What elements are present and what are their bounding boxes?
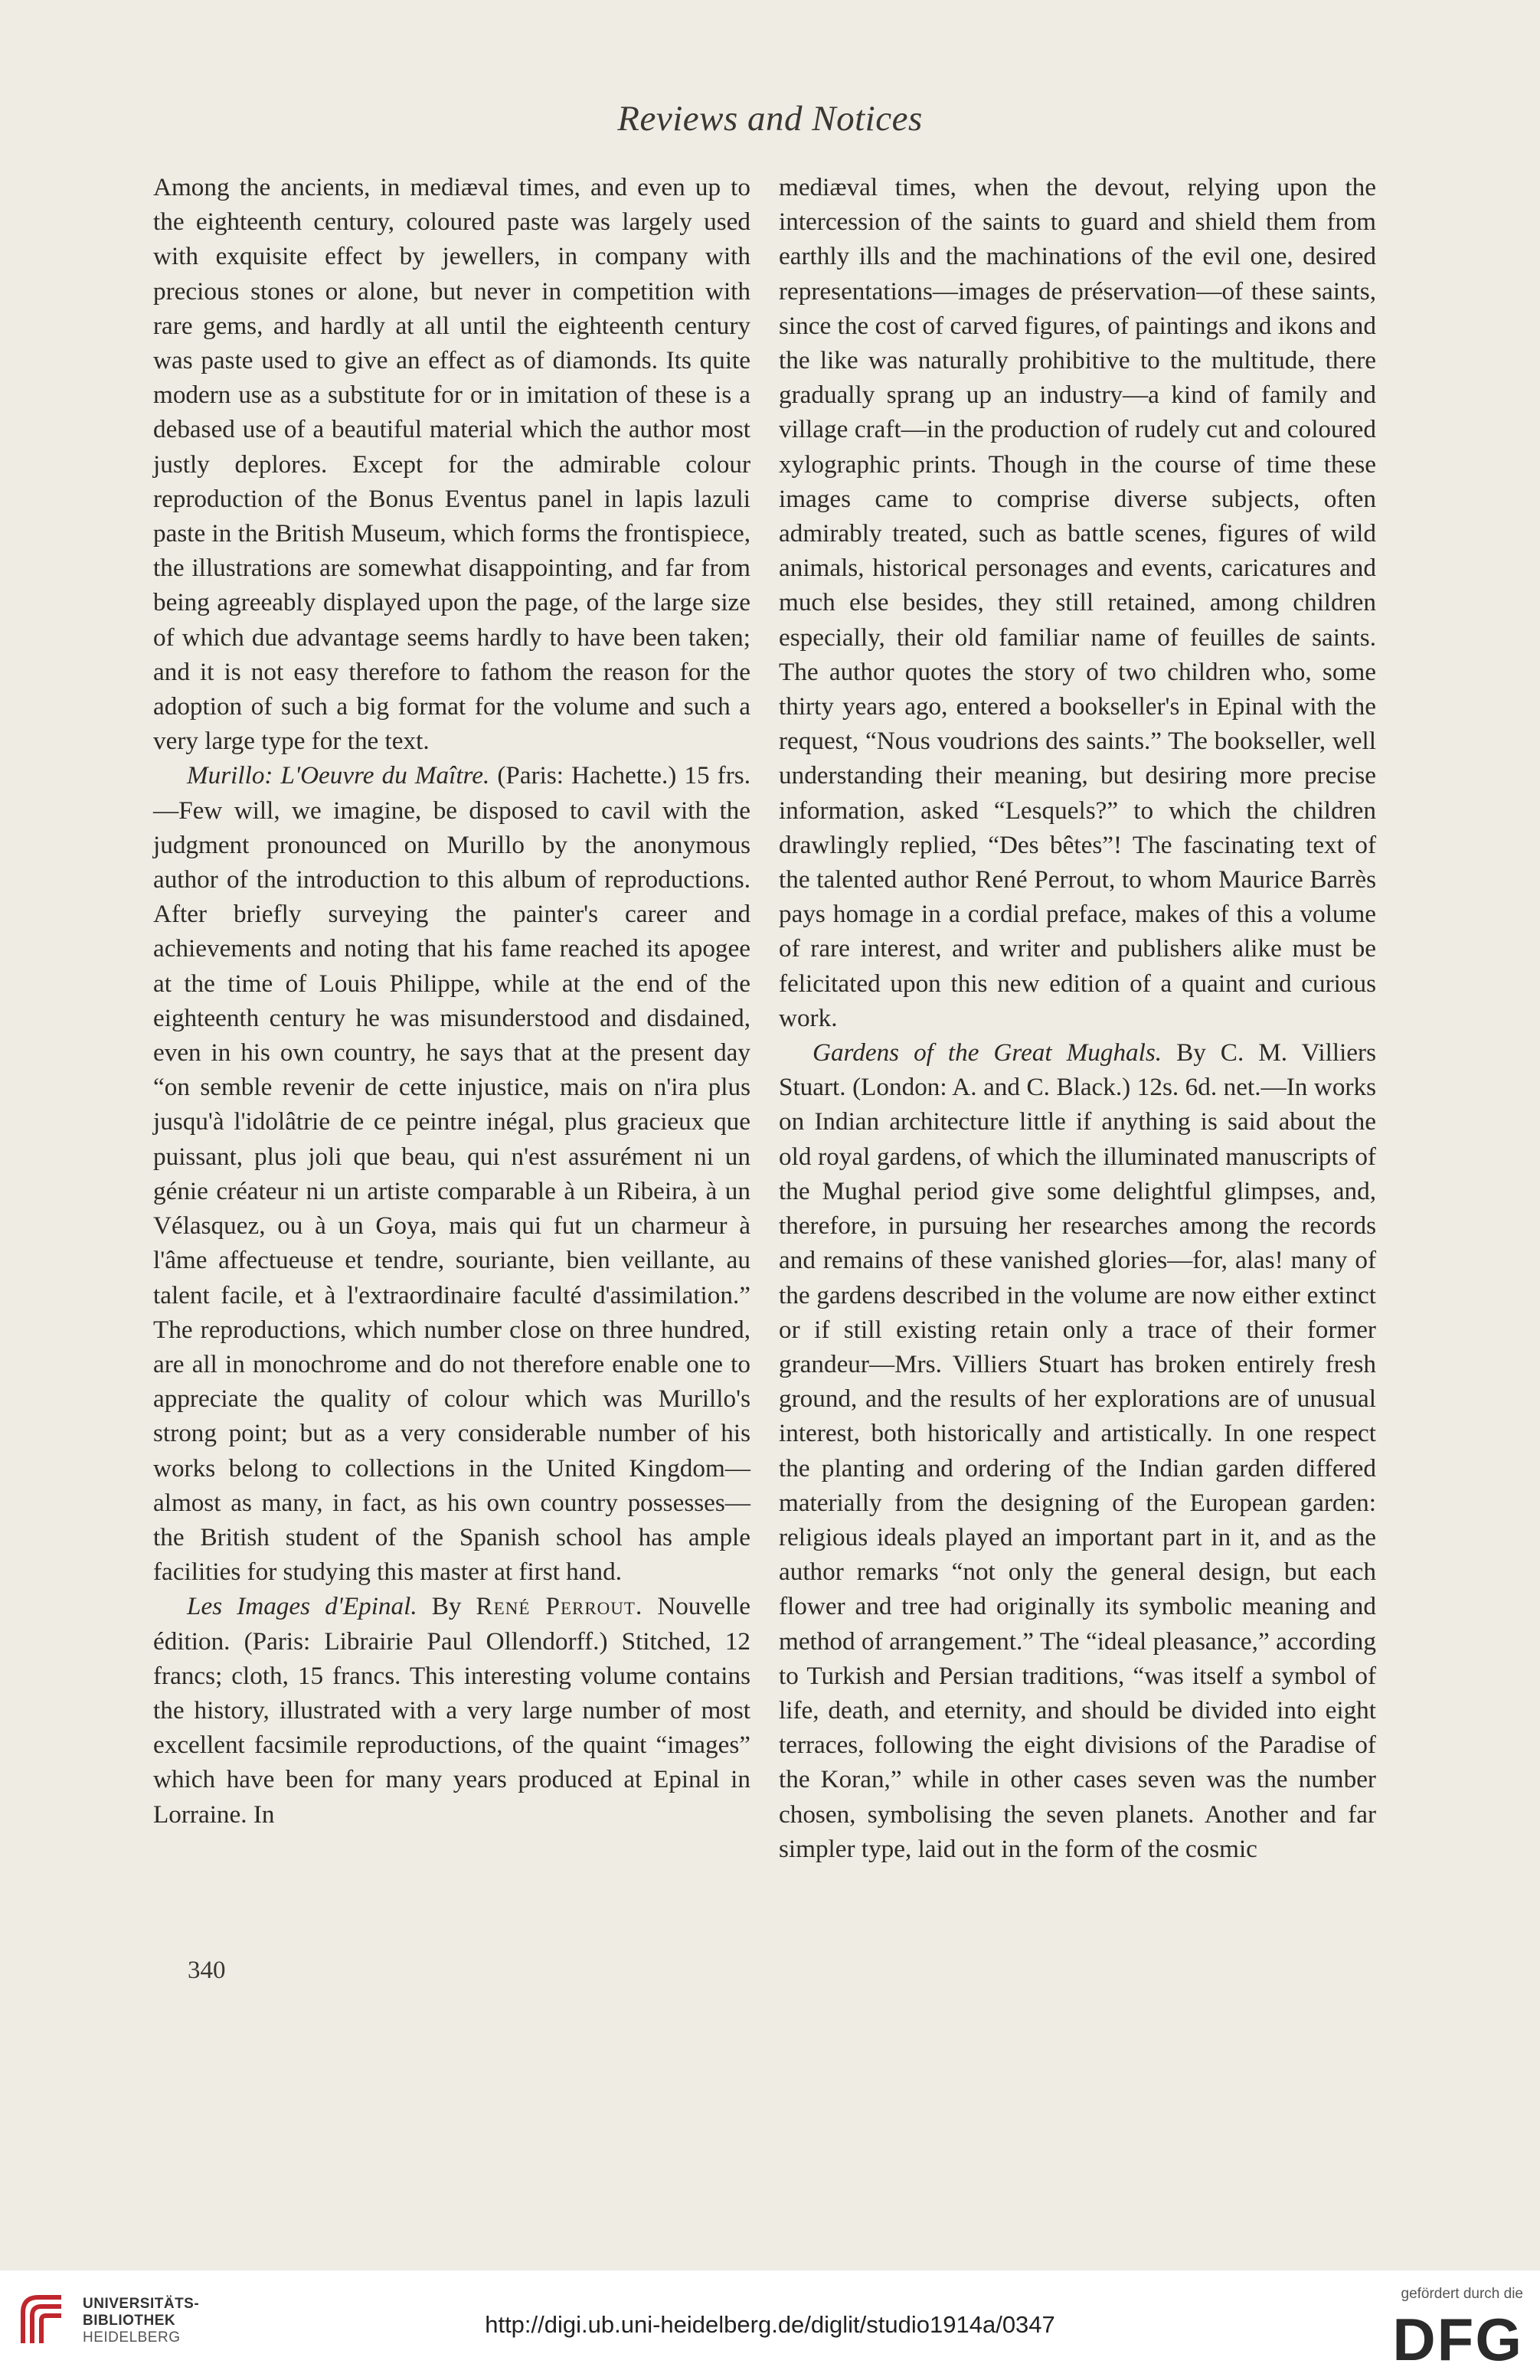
review-title: Murillo: L'Oeuvre du Maître. <box>187 761 490 790</box>
review-title: Les Images d'Epinal. <box>187 1592 417 1621</box>
paragraph-paste-review-end <box>153 170 750 758</box>
funded-by-label: gefördert durch die <box>1401 2286 1523 2302</box>
review-text: Nouvelle édition. (Paris: Librairie Paul Ollendorff.) Stitched, 12 francs; cloth, 15 francs. This interesting volume contains the history, illustrated with a very large number of most excellent facsimile reproductions, of the quaint “images” which have been for many years produced at Epinal in Lorraine. In <box>153 1592 750 1829</box>
library-name-line-1: UNIVERSITÄTS- <box>83 2296 200 2312</box>
page-number: 340 <box>188 1957 226 1984</box>
paragraph-epinal-continued <box>779 170 1376 1035</box>
running-head: Reviews and Notices <box>617 99 923 139</box>
review-text: (Paris: Hachette.) 15 frs.—Few will, we imagine, be disposed to cavil with the judgment pronounced on Murillo by the anonymous author of the introduction to this album of reproductions. After briefly surveying the painter's career and achievements and noting that his fame reached its apogee at the time of Louis Philippe, while at the end of the eighteenth century he was misunderstood and disdained, even in his own country, he says that at the present day “on semble revenir de cette injustice, mais on n'ira plus jusqu'à l'idolâtrie de ce peintre inégal, plus gracieux que puissant, plus joli que beau, qui n'est assurément ni un génie créateur ni un artiste comparable à un Ribeira, à un Vélasquez, ou à un Goya, mais qui fut un charmeur à l'âme affectueuse et tendre, souriante, bien veillante, au talent facile, et à l'extraordinaire faculté d'assimilation.” The reproductions, which number close on three hundred, are all in monochrome and do not therefore enable one to appreciate the quality of colour which was Murillo's strong point; but as a very considerable number of his works belong to collections in the United Kingdom—almost as many, in fact, as his own country possesses—the British student of the Spanish school has ample facilities for studying this master at first hand. <box>153 761 750 1587</box>
right-column <box>779 170 1376 1866</box>
review-author-prefix: By <box>417 1592 476 1621</box>
paragraph-text: Among the ancients, in mediæval times, and even up to the eighteenth century, coloured paste was largely used with exquisite effect by jewellers, in company with precious stones or alone, but never in competition with rare gems, and hardly at all until the eighteenth century was paste used to give an effect as of diamonds. Its quite modern use as a substitute for or in imitation of these is a debased use of a beautiful material which the author most justly deplores. Except for the admirable colour reproduction of the Bonus Eventus panel in lapis lazuli paste in the British Museum, which forms the frontispiece, the illustrations are somewhat disappointing, and far from being agreeably displayed upon the page, of the large size of which due advantage seems hardly to have been taken; and it is not easy therefore to fathom the reason for the adoption of such a big format for the volume and such a very large type for the text. <box>153 173 750 756</box>
review-author: René Perrout. <box>476 1592 643 1621</box>
review-murillo <box>153 758 750 1589</box>
review-title: Gardens of the Great Mughals. <box>813 1038 1162 1067</box>
left-column <box>153 170 750 1832</box>
paragraph-text: mediæval times, when the devout, relying upon the intercession of the saints to guard and shield them from earthly ills and the machinations of the evil one, desired representations—images de préservation—of these saints, since the cost of carved figures, of paintings and ikons and the like was naturally prohibitive to the multitude, there gradually sprang up an industry—a kind of family and village craft—in the production of rudely cut and coloured xylographic prints. Though in the course of time these images came to comprise diverse subjects, often admirably treated, such as battle scenes, figures of wild animals, historical personages and events, caricatures and much else besides, they still retained, among children especially, their old familiar name of feuilles de saints. The author quotes the story of two children who, some thirty years ago, entered a bookseller's in Epinal with the request, “Nous voudrions des saints.” The bookseller, well understanding their meaning, but desiring more precise information, asked “Lesquels?” to which the children drawlingly replied, “Des bêtes”! The fascinating text of the talented author René Perrout, to whom Maurice Barrès pays homage in a cordial preface, makes of this a volume of rare interest, and writer and publishers alike must be felicitated upon this new edition of a quaint and curious work. <box>779 173 1376 1032</box>
library-name-line-3: HEIDELBERG <box>83 2329 181 2346</box>
dfg-logo: DFG <box>1392 2306 1523 2373</box>
library-name-line-2: BIBLIOTHEK <box>83 2313 176 2329</box>
source-url-link[interactable]: http://digi.ub.uni-heidelberg.de/diglit/studio1914a/0347 <box>485 2311 1055 2338</box>
review-gardens-mughals <box>779 1035 1376 1866</box>
review-text: By C. M. Villiers Stuart. (London: A. and C. Black.) 12s. 6d. net.—In works on Indian architecture little if anything is said about the old royal gardens, of which the illuminated manuscripts of the Mughal period give some delightful glimpses, and, therefore, in pursuing her researches among the records and remains of these vanished glories—for, alas! many of the gardens described in the volume are now either extinct or if still existing retain only a trace of their former grandeur—Mrs. Villiers Stuart has broken entirely fresh ground, and the results of her explorations are of unusual interest, both historically and artistically. In one respect the planting and ordering of the Indian garden differed materially from the designing of the European garden: religious ideals played an important part in it, and as the author remarks “not only the general design, but each flower and tree had originally its symbolic meaning and method of arrangement.” The “ideal pleasance,” according to Turkish and Persian traditions, “was itself a symbol of life, death, and eternity, and should be divided into eight terraces, following the eight divisions of the Paradise of the Koran,” while in other cases seven was the number chosen, symbolising the seven planets. Another and far simpler type, laid out in the form of the cosmic <box>779 1038 1376 1863</box>
review-images-epinal <box>153 1589 750 1831</box>
